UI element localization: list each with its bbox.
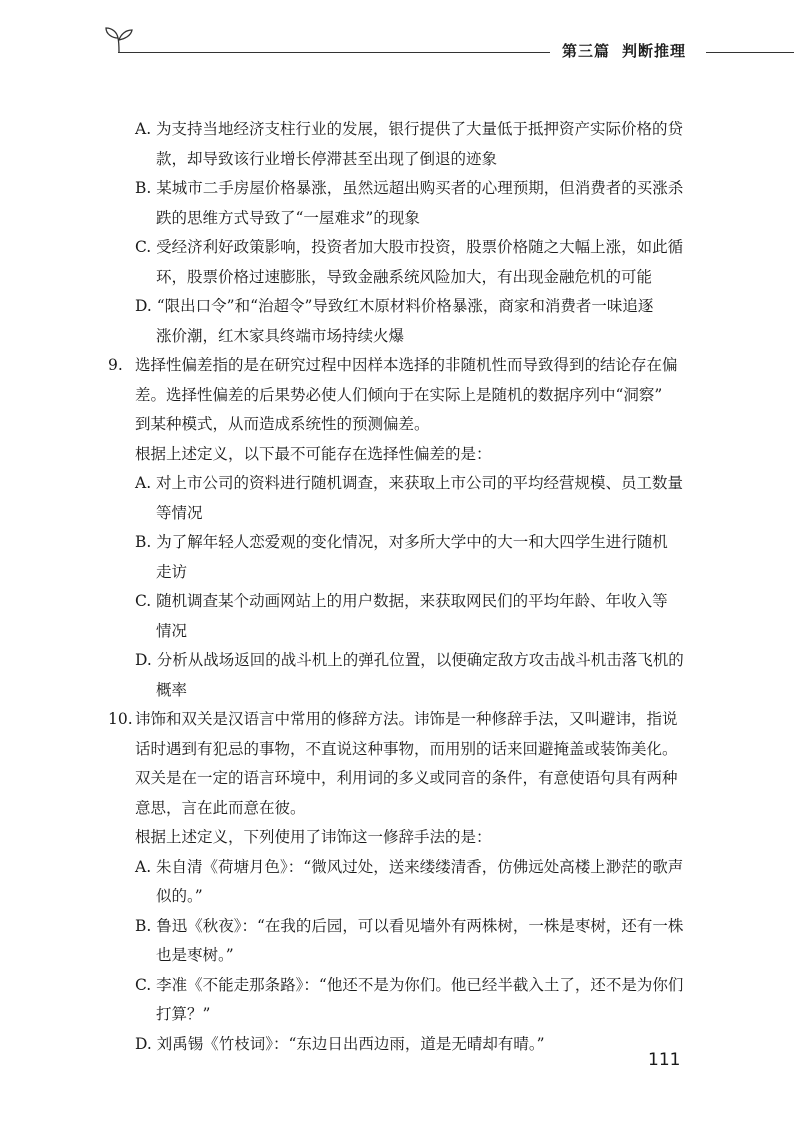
option-line: C. 随机调查某个动画网站上的用户数据，来获取网民们的平均年龄、年收入等 [135, 592, 668, 610]
option-line: B. 为了解年轻人恋爱观的变化情况，对多所大学中的大一和大四学生进行随机 [135, 533, 668, 551]
option-line: 走访 [156, 562, 188, 581]
q9-option-b [108, 528, 700, 587]
q10-option-d [108, 1030, 700, 1060]
q9-option-a [108, 469, 700, 528]
q9-option-d [108, 646, 700, 705]
option-line: 款，却导致该行业增长停滞甚至出现了倒退的迹象 [156, 149, 498, 168]
header-rule-right [706, 52, 794, 53]
q10-prompt: 根据上述定义，下列使用了讳饰这一修辞手法的是： [135, 828, 492, 846]
q10-stem-text: 讳饰和双关是汉语言中常用的修辞方法。讳饰是一种修辞手法，又叫避讳，指说 [135, 710, 678, 728]
question-10 [108, 705, 700, 1059]
option-line: 跌的思维方式导致了“一屋难求”的现象 [156, 208, 420, 227]
sprout-icon [102, 24, 136, 54]
option-line: C. 李准《不能走那条路》：“他还不是为你们。他已经半截入土了，还不是为你们 [135, 975, 684, 994]
option-line: D. 分析从战场返回的战斗机上的弹孔位置，以便确定敌方攻击战斗机击落飞机的 [135, 651, 684, 669]
option-line: 环，股票价格过速膨胀，导致金融系统风险加大，有出现金融危机的可能 [156, 267, 653, 286]
q10-option-c [108, 971, 700, 1030]
q10-option-b [108, 912, 700, 971]
option-line: B. 某城市二手房屋价格暴涨，虽然远超出购买者的心理预期，但消费者的买涨杀 [135, 179, 684, 197]
page-number: 111 [648, 1050, 681, 1070]
q8-option-a [108, 115, 700, 174]
q10-stem-line: 双关是在一定的语言环境中，利用词的多义或同音的条件，有意使语句具有两种 [135, 769, 678, 787]
q9-stem-line: 到某种模式，从而造成系统性的预测偏差。 [135, 415, 430, 433]
q10-stem-line: 话时遇到有犯忌的事物，不直说这种事物，而用别的话来回避掩盖或装饰美化。 [135, 739, 678, 758]
q8-option-b [108, 174, 700, 233]
option-line: 概率 [156, 680, 188, 699]
q9-option-c [108, 587, 700, 646]
option-line: C. 受经济利好政策影响，投资者加大股市投资，股票价格随之大幅上涨，如此循 [135, 238, 684, 256]
page-content [108, 115, 700, 1059]
page-header [0, 0, 800, 70]
header-title [562, 40, 686, 61]
option-line: 等情况 [156, 503, 203, 522]
q10-option-a [108, 853, 700, 912]
q8-option-c [108, 233, 700, 292]
q8-option-d [108, 292, 700, 351]
q10-stem-line [108, 705, 700, 735]
question-9 [108, 351, 700, 705]
question-number: 9. [108, 356, 123, 374]
q10-stem-line: 意思，言在此而意在彼。 [135, 798, 306, 817]
header-section: 判断推理 [622, 42, 687, 60]
header-rule-left [118, 52, 550, 53]
option-line: A. 为支持当地经济支柱行业的发展，银行提供了大量低于抵押资产实际价格的贷 [135, 120, 684, 138]
q9-prompt: 根据上述定义，以下最不可能存在选择性偏差的是： [135, 444, 492, 463]
question-8-options [108, 115, 700, 351]
option-line: 也是枣树。” [156, 946, 234, 964]
q9-stem-line [108, 351, 700, 381]
option-line: B. 鲁迅《秋夜》：“在我的后园，可以看见墙外有两株树，一株是枣树，还有一株 [135, 916, 684, 935]
question-number: 10. [108, 710, 133, 728]
option-line: D. “限出口令”和“治超令”导致红木原材料价格暴涨，商家和消费者一味追逐 [135, 297, 654, 315]
q9-stem-line: 差。选择性偏差的后果势必使人们倾向于在实际上是随机的数据序列中“洞察” [135, 385, 663, 404]
q9-stem-text: 选择性偏差指的是在研究过程中因样本选择的非随机性而导致得到的结论存在偏 [135, 356, 678, 374]
option-line: 情况 [156, 621, 188, 640]
option-line: A. 对上市公司的资料进行随机调查，来获取上市公司的平均经营规模、员工数量 [135, 474, 684, 492]
header-part: 第三篇 [562, 42, 611, 60]
option-line: 打算？” [156, 1005, 211, 1023]
option-line: D. 刘禹锡《竹枝词》：“东边日出西边雨，道是无晴却有晴。” [135, 1034, 545, 1053]
option-line: A. 朱自清《荷塘月色》：“微风过处，送来缕缕清香，仿佛远处高楼上渺茫的歌声 [135, 857, 684, 876]
option-line: 似的。” [156, 887, 203, 905]
option-line: 涨价潮，红木家具终端市场持续火爆 [156, 326, 405, 345]
